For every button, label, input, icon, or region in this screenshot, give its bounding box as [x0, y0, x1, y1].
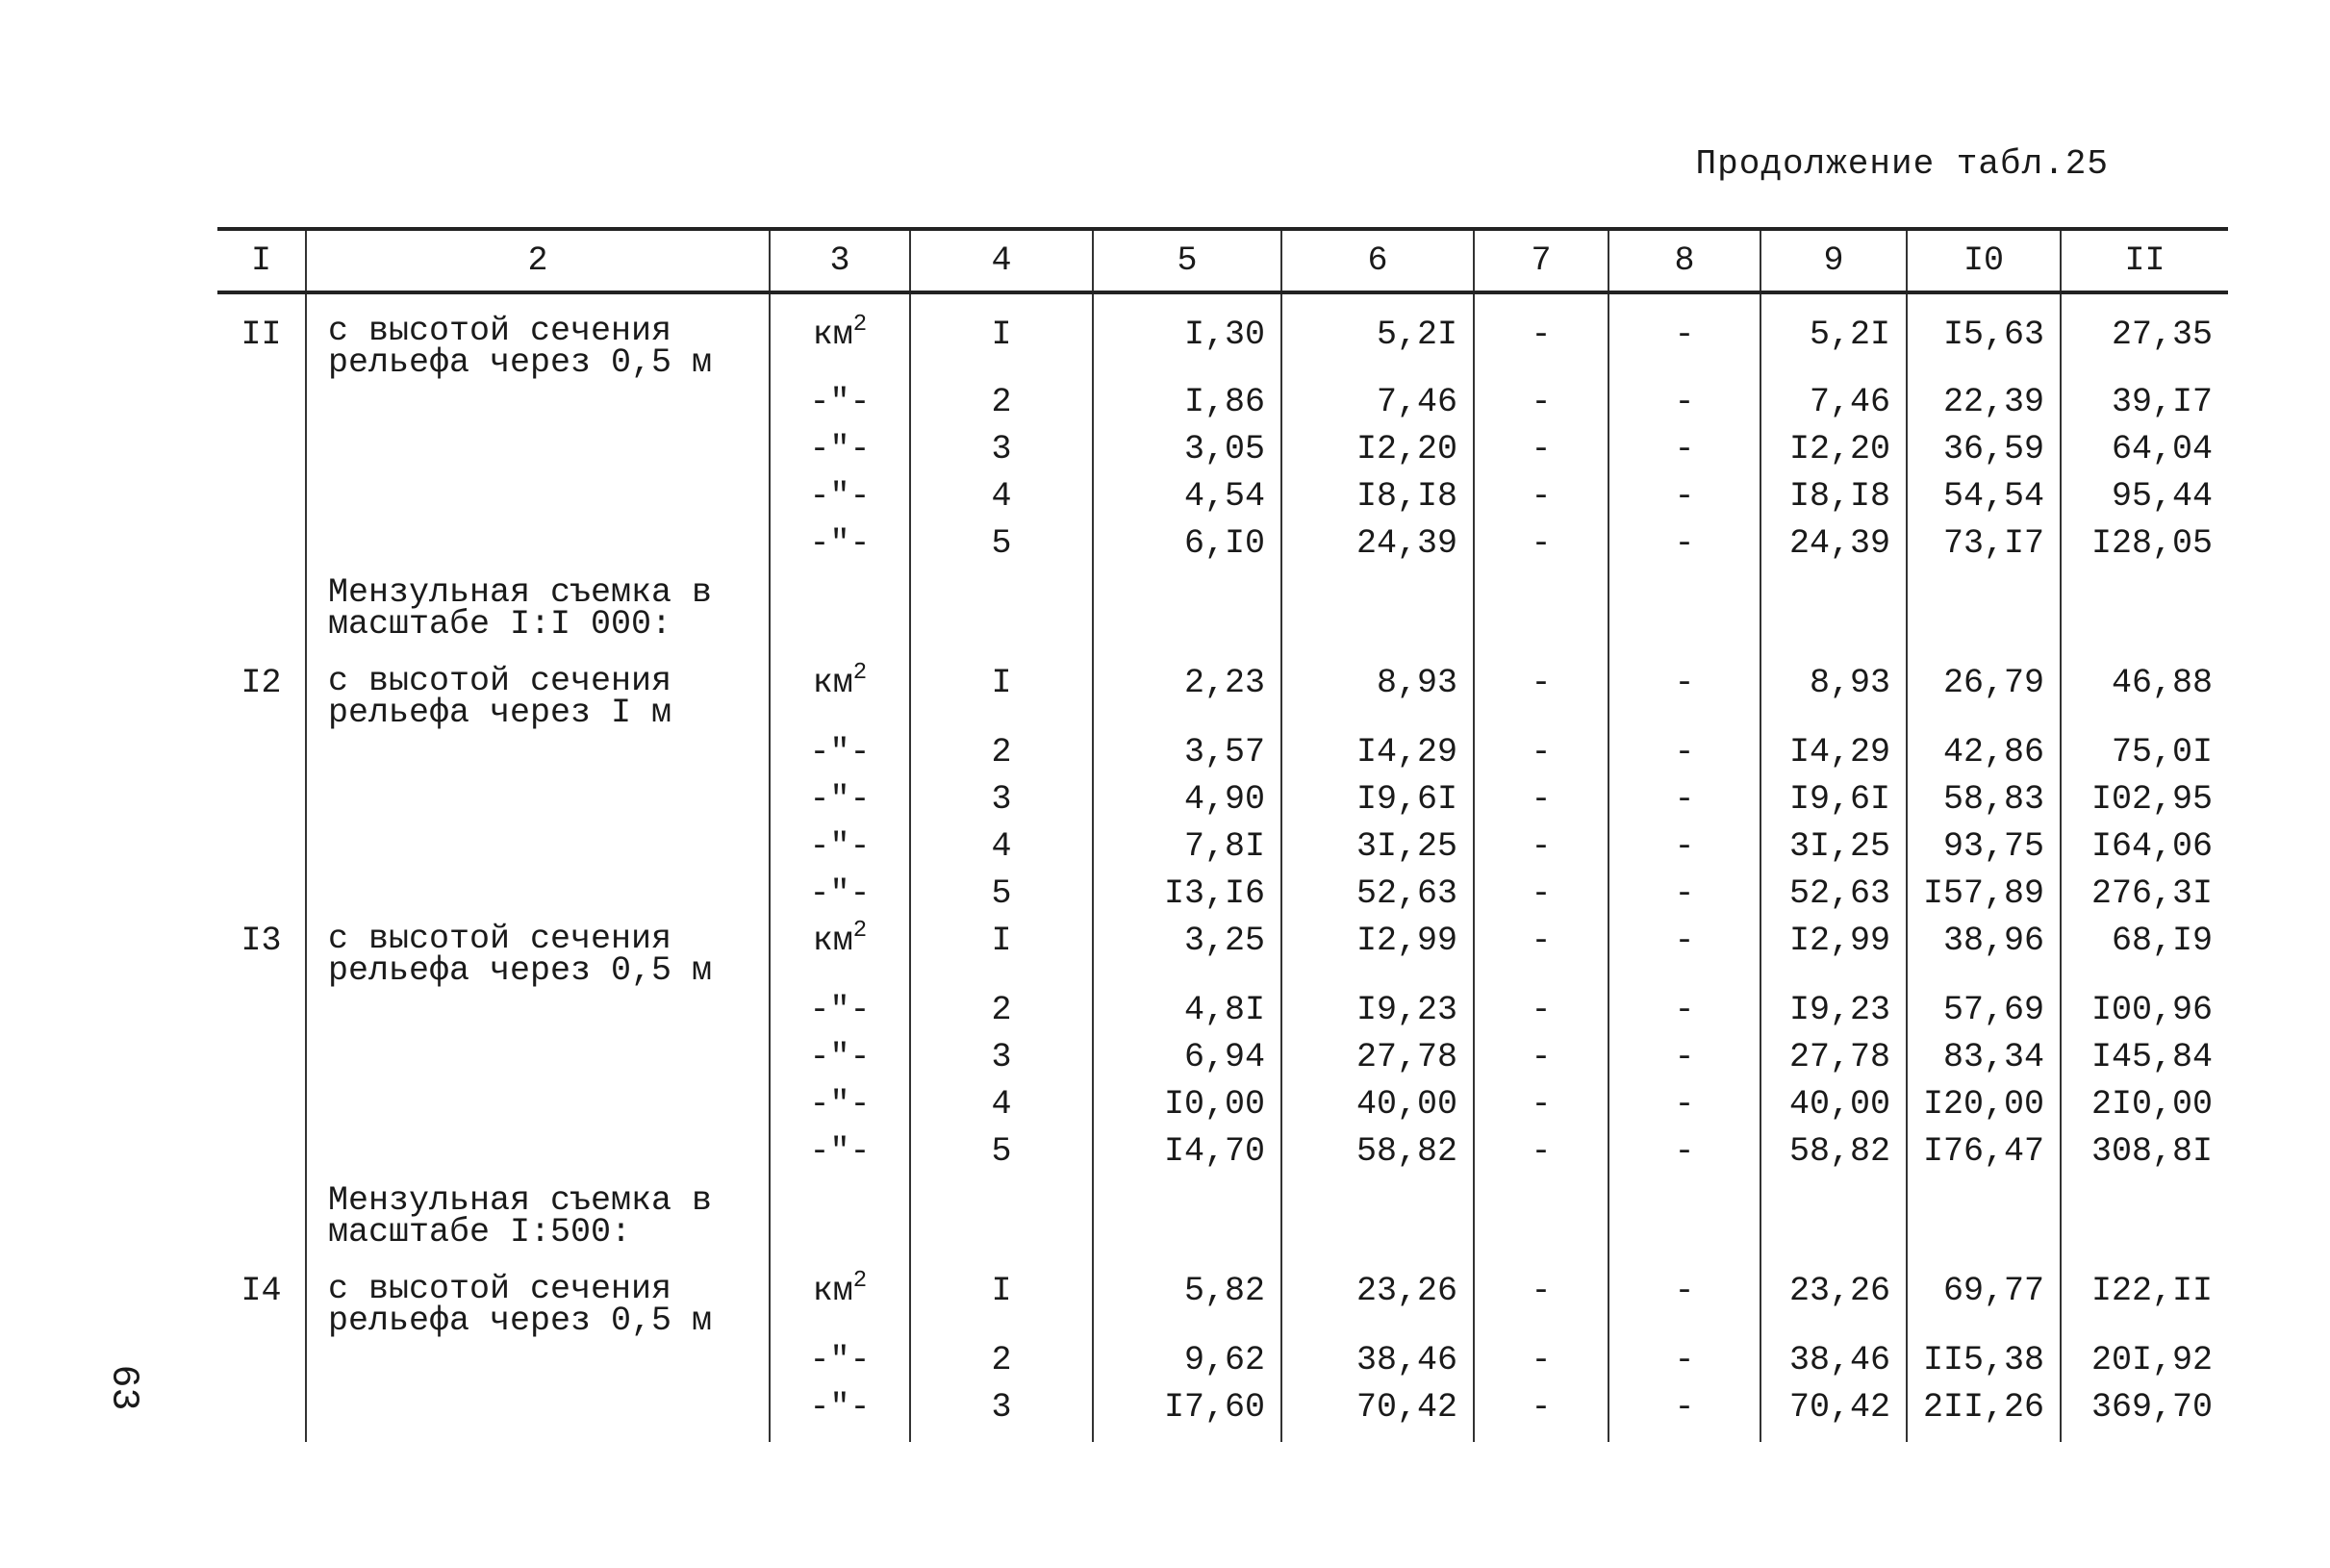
- category-cell: 4: [910, 473, 1093, 520]
- value-cell-col5: 5,82: [1093, 1268, 1281, 1337]
- value-cell-col6: 7,46: [1281, 379, 1474, 426]
- item-number-cell: [217, 520, 306, 568]
- unit-cell: [770, 1268, 910, 1337]
- dash-cell-col8: -: [1608, 660, 1760, 729]
- unit-cell: [770, 660, 910, 729]
- value-cell-col9: 40,00: [1760, 1081, 1907, 1128]
- work-description: с высотой сечения рельефа через I м: [328, 662, 672, 729]
- unit-cell: [770, 1337, 910, 1384]
- table-row: [217, 729, 2228, 776]
- unit-text: км: [812, 1272, 853, 1310]
- value-cell-col11: 369,70: [2061, 1384, 2228, 1442]
- empty-cell: [1474, 1176, 1608, 1268]
- value-cell-col9: I8,I8: [1760, 473, 1907, 520]
- value-cell-col10: I76,47: [1907, 1128, 2061, 1176]
- value-cell-col11: 64,04: [2061, 426, 2228, 473]
- value-cell-col6: 3I,25: [1281, 823, 1474, 871]
- ditto-mark: -"-: [809, 430, 871, 468]
- empty-cell: [1093, 1176, 1281, 1268]
- dash-cell-col7: -: [1474, 1337, 1608, 1384]
- unit-cell: [770, 520, 910, 568]
- item-number-cell: [217, 1384, 306, 1442]
- item-number-cell: [217, 1034, 306, 1081]
- value-cell-col11: 308,8I: [2061, 1128, 2228, 1176]
- unit-cell: [770, 823, 910, 871]
- value-cell-col9: I9,6I: [1760, 776, 1907, 823]
- description-cell: [306, 1337, 770, 1384]
- value-cell-col11: 276,3I: [2061, 871, 2228, 918]
- value-cell-col10: 22,39: [1907, 379, 2061, 426]
- ditto-mark: -"-: [809, 1085, 871, 1124]
- section-heading-row: [217, 1176, 2228, 1268]
- empty-cell: [1608, 568, 1760, 660]
- unit-cell: [770, 987, 910, 1034]
- value-cell-col9: I2,99: [1760, 918, 1907, 987]
- column-header: 9: [1760, 229, 1907, 292]
- value-cell-col10: 93,75: [1907, 823, 2061, 871]
- category-cell: 3: [910, 776, 1093, 823]
- unit-exponent: 2: [852, 1268, 868, 1294]
- value-cell-col9: 7,46: [1760, 379, 1907, 426]
- dash-cell-col8: -: [1608, 776, 1760, 823]
- column-header: I: [217, 229, 306, 292]
- value-cell-col5: I7,60: [1093, 1384, 1281, 1442]
- empty-cell: [1093, 568, 1281, 660]
- dash-cell-col7: -: [1474, 1384, 1608, 1442]
- category-cell: I: [910, 1268, 1093, 1337]
- dash-cell-col8: -: [1608, 1081, 1760, 1128]
- item-number-cell: I3: [241, 922, 282, 960]
- table-row: [217, 1081, 2228, 1128]
- value-cell-col6: 23,26: [1281, 1268, 1474, 1337]
- ditto-mark: -"-: [809, 780, 871, 819]
- value-cell-col10: 58,83: [1907, 776, 2061, 823]
- value-cell-col6: 24,39: [1281, 520, 1474, 568]
- value-cell-col9: 24,39: [1760, 520, 1907, 568]
- item-number-cell: [217, 823, 306, 871]
- section-heading: Мензульная съемка в масштабе I:I 000:: [328, 573, 713, 644]
- value-cell-col6: 70,42: [1281, 1384, 1474, 1442]
- description-cell: [306, 379, 770, 426]
- dash-cell-col7: -: [1474, 1034, 1608, 1081]
- table-body: [217, 292, 2228, 1442]
- category-cell: 5: [910, 871, 1093, 918]
- value-cell-col11: 2I0,00: [2061, 1081, 2228, 1128]
- unit-cell: [770, 426, 910, 473]
- item-number-cell: [217, 729, 306, 776]
- unit-cell: [770, 729, 910, 776]
- item-number-cell: I2: [241, 664, 282, 702]
- dash-cell-col8: -: [1608, 520, 1760, 568]
- empty-cell: [1760, 568, 1907, 660]
- dash-cell-col7: -: [1474, 1128, 1608, 1176]
- dash-cell-col8: -: [1608, 292, 1760, 379]
- description-cell: [306, 1034, 770, 1081]
- unit-cell: [770, 871, 910, 918]
- item-number-cell: [217, 1337, 306, 1384]
- category-cell: 4: [910, 823, 1093, 871]
- ditto-mark: -"-: [809, 1132, 871, 1171]
- value-cell-col10: 42,86: [1907, 729, 2061, 776]
- value-cell-col5: 4,90: [1093, 776, 1281, 823]
- value-cell-col9: 58,82: [1760, 1128, 1907, 1176]
- value-cell-col11: 46,88: [2061, 660, 2228, 729]
- dash-cell-col7: -: [1474, 776, 1608, 823]
- ditto-mark: -"-: [809, 874, 871, 913]
- empty-cell: [1474, 568, 1608, 660]
- empty-cell: [770, 568, 910, 660]
- description-cell: [306, 1268, 770, 1337]
- value-cell-col9: 27,78: [1760, 1034, 1907, 1081]
- category-cell: I: [910, 660, 1093, 729]
- value-cell-col5: I0,00: [1093, 1081, 1281, 1128]
- dash-cell-col7: -: [1474, 918, 1608, 987]
- section-heading: Мензульная съемка в масштабе I:500:: [328, 1181, 713, 1252]
- description-cell: [306, 1081, 770, 1128]
- column-header: 4: [910, 229, 1093, 292]
- value-cell-col9: I9,23: [1760, 987, 1907, 1034]
- data-table: [217, 227, 2228, 1442]
- value-cell-col11: I00,96: [2061, 987, 2228, 1034]
- value-cell-col10: I5,63: [1907, 292, 2061, 379]
- value-cell-col5: 3,57: [1093, 729, 1281, 776]
- value-cell-col11: I28,05: [2061, 520, 2228, 568]
- ditto-mark: -"-: [809, 991, 871, 1029]
- value-cell-col10: 36,59: [1907, 426, 2061, 473]
- value-cell-col5: 7,8I: [1093, 823, 1281, 871]
- value-cell-col6: I2,99: [1281, 918, 1474, 987]
- description-cell: [306, 918, 770, 987]
- value-cell-col11: 95,44: [2061, 473, 2228, 520]
- work-description: с высотой сечения рельефа через 0,5 м: [328, 312, 713, 379]
- value-cell-col5: 3,05: [1093, 426, 1281, 473]
- value-cell-col6: 5,2I: [1281, 292, 1474, 379]
- category-cell: 2: [910, 729, 1093, 776]
- category-cell: 3: [910, 1034, 1093, 1081]
- table-row: [217, 1034, 2228, 1081]
- value-cell-col5: 4,8I: [1093, 987, 1281, 1034]
- dash-cell-col7: -: [1474, 520, 1608, 568]
- item-number-cell: [217, 1081, 306, 1128]
- table-header: [217, 229, 2228, 292]
- value-cell-col5: I,30: [1093, 292, 1281, 379]
- value-cell-col6: I9,6I: [1281, 776, 1474, 823]
- table-row: [217, 823, 2228, 871]
- value-cell-col11: I02,95: [2061, 776, 2228, 823]
- ditto-mark: -"-: [809, 477, 871, 516]
- value-cell-col10: 26,79: [1907, 660, 2061, 729]
- value-cell-col10: 38,96: [1907, 918, 2061, 987]
- item-number-cell: II: [241, 316, 282, 354]
- description-cell: [306, 729, 770, 776]
- item-number-cell: [217, 426, 306, 473]
- item-number-cell: [217, 987, 306, 1034]
- empty-cell: [1907, 1176, 2061, 1268]
- dash-cell-col7: -: [1474, 426, 1608, 473]
- table-row: [217, 379, 2228, 426]
- table-container: [217, 227, 2228, 1442]
- category-cell: 2: [910, 379, 1093, 426]
- description-cell: [306, 987, 770, 1034]
- value-cell-col11: 27,35: [2061, 292, 2228, 379]
- description-cell: [306, 1384, 770, 1442]
- description-cell: [306, 1128, 770, 1176]
- item-number-cell: [217, 1128, 306, 1176]
- value-cell-col5: 2,23: [1093, 660, 1281, 729]
- dash-cell-col8: -: [1608, 729, 1760, 776]
- value-cell-col10: I20,00: [1907, 1081, 2061, 1128]
- value-cell-col6: I4,29: [1281, 729, 1474, 776]
- value-cell-col6: 58,82: [1281, 1128, 1474, 1176]
- header-row: [217, 229, 2228, 292]
- category-cell: 2: [910, 987, 1093, 1034]
- value-cell-col5: I4,70: [1093, 1128, 1281, 1176]
- value-cell-col5: 6,94: [1093, 1034, 1281, 1081]
- value-cell-col9: I4,29: [1760, 729, 1907, 776]
- value-cell-col5: 4,54: [1093, 473, 1281, 520]
- dash-cell-col7: -: [1474, 660, 1608, 729]
- empty-cell: [910, 568, 1093, 660]
- unit-cell: [770, 1128, 910, 1176]
- unit-cell: [770, 1384, 910, 1442]
- table-row: [217, 1337, 2228, 1384]
- unit-text: км: [812, 664, 853, 702]
- unit-cell: [770, 379, 910, 426]
- column-header: 2: [306, 229, 770, 292]
- dash-cell-col8: -: [1608, 871, 1760, 918]
- unit-exponent: 2: [852, 660, 868, 686]
- description-cell: [306, 660, 770, 729]
- value-cell-col9: 3I,25: [1760, 823, 1907, 871]
- value-cell-col10: I57,89: [1907, 871, 2061, 918]
- value-cell-col9: 38,46: [1760, 1337, 1907, 1384]
- value-cell-col6: 40,00: [1281, 1081, 1474, 1128]
- value-cell-col6: 8,93: [1281, 660, 1474, 729]
- empty-cell: [1281, 1176, 1474, 1268]
- column-header: II: [2061, 229, 2228, 292]
- page-number: 63: [101, 1364, 145, 1411]
- dash-cell-col7: -: [1474, 823, 1608, 871]
- value-cell-col11: 39,I7: [2061, 379, 2228, 426]
- description-cell: [306, 473, 770, 520]
- value-cell-col6: 52,63: [1281, 871, 1474, 918]
- dash-cell-col7: -: [1474, 1081, 1608, 1128]
- value-cell-col10: 57,69: [1907, 987, 2061, 1034]
- unit-text: км: [812, 922, 853, 960]
- empty-cell: [2061, 1176, 2228, 1268]
- unit-exponent: 2: [852, 918, 868, 944]
- dash-cell-col8: -: [1608, 379, 1760, 426]
- category-cell: I: [910, 292, 1093, 379]
- dash-cell-col8: -: [1608, 1268, 1760, 1337]
- unit-cell: [770, 918, 910, 987]
- column-header: 6: [1281, 229, 1474, 292]
- empty-cell: [1907, 568, 2061, 660]
- dash-cell-col8: -: [1608, 426, 1760, 473]
- category-cell: 5: [910, 520, 1093, 568]
- category-cell: I: [910, 918, 1093, 987]
- value-cell-col6: I9,23: [1281, 987, 1474, 1034]
- dash-cell-col8: -: [1608, 473, 1760, 520]
- value-cell-col11: 75,0I: [2061, 729, 2228, 776]
- value-cell-col9: 8,93: [1760, 660, 1907, 729]
- description-cell: [306, 292, 770, 379]
- dash-cell-col7: -: [1474, 987, 1608, 1034]
- dash-cell-col8: -: [1608, 987, 1760, 1034]
- dash-cell-col8: -: [1608, 1034, 1760, 1081]
- item-number-cell: I4: [241, 1272, 282, 1310]
- dash-cell-col8: -: [1608, 1337, 1760, 1384]
- section-heading-cell: [306, 1176, 770, 1268]
- description-cell: [306, 871, 770, 918]
- section-heading-row: [217, 568, 2228, 660]
- table-row: [217, 292, 2228, 379]
- work-description: с высотой сечения рельефа через 0,5 м: [328, 920, 713, 987]
- unit-cell: [770, 473, 910, 520]
- value-cell-col11: I64,06: [2061, 823, 2228, 871]
- table-row: [217, 871, 2228, 918]
- value-cell-col10: 69,77: [1907, 1268, 2061, 1337]
- unit-cell: [770, 292, 910, 379]
- description-cell: [306, 776, 770, 823]
- value-cell-col9: I2,20: [1760, 426, 1907, 473]
- table-row: [217, 918, 2228, 987]
- ditto-mark: -"-: [809, 1341, 871, 1379]
- empty-cell: [1608, 1176, 1760, 1268]
- item-number-cell: [217, 776, 306, 823]
- unit-cell: [770, 1034, 910, 1081]
- table-row: [217, 1128, 2228, 1176]
- category-cell: 3: [910, 1384, 1093, 1442]
- ditto-mark: -"-: [809, 733, 871, 771]
- unit-exponent: 2: [852, 312, 868, 338]
- dash-cell-col7: -: [1474, 729, 1608, 776]
- value-cell-col9: 5,2I: [1760, 292, 1907, 379]
- dash-cell-col8: -: [1608, 1384, 1760, 1442]
- ditto-mark: -"-: [809, 1388, 871, 1427]
- value-cell-col6: I8,I8: [1281, 473, 1474, 520]
- empty-cell: [770, 1176, 910, 1268]
- value-cell-col6: I2,20: [1281, 426, 1474, 473]
- dash-cell-col7: -: [1474, 1268, 1608, 1337]
- table-row: [217, 1268, 2228, 1337]
- value-cell-col6: 27,78: [1281, 1034, 1474, 1081]
- table-row: [217, 776, 2228, 823]
- ditto-mark: -"-: [809, 1038, 871, 1076]
- dash-cell-col7: -: [1474, 292, 1608, 379]
- ditto-mark: -"-: [809, 383, 871, 421]
- table-caption: Продолжение табл.25: [1695, 144, 2109, 184]
- value-cell-col11: 68,I9: [2061, 918, 2228, 987]
- dash-cell-col7: -: [1474, 473, 1608, 520]
- category-cell: 3: [910, 426, 1093, 473]
- empty-cell: [910, 1176, 1093, 1268]
- dash-cell-col7: -: [1474, 871, 1608, 918]
- dash-cell-col8: -: [1608, 918, 1760, 987]
- unit-cell: [770, 1081, 910, 1128]
- table-row: [217, 660, 2228, 729]
- dash-cell-col7: -: [1474, 379, 1608, 426]
- empty-cell: [217, 568, 306, 660]
- value-cell-col11: I45,84: [2061, 1034, 2228, 1081]
- ditto-mark: -"-: [809, 827, 871, 866]
- value-cell-col5: 9,62: [1093, 1337, 1281, 1384]
- column-header: 7: [1474, 229, 1608, 292]
- value-cell-col10: II5,38: [1907, 1337, 2061, 1384]
- work-description: с высотой сечения рельефа через 0,5 м: [328, 1270, 713, 1337]
- value-cell-col10: 73,I7: [1907, 520, 2061, 568]
- value-cell-col6: 38,46: [1281, 1337, 1474, 1384]
- value-cell-col9: 23,26: [1760, 1268, 1907, 1337]
- item-number-cell: [217, 871, 306, 918]
- ditto-mark: -"-: [809, 524, 871, 563]
- value-cell-col10: 54,54: [1907, 473, 2061, 520]
- empty-cell: [1281, 568, 1474, 660]
- value-cell-col9: 52,63: [1760, 871, 1907, 918]
- item-number-cell: [217, 473, 306, 520]
- value-cell-col5: 6,I0: [1093, 520, 1281, 568]
- table-row: [217, 987, 2228, 1034]
- table-row: [217, 520, 2228, 568]
- value-cell-col11: 20I,92: [2061, 1337, 2228, 1384]
- dash-cell-col8: -: [1608, 1128, 1760, 1176]
- table-row: [217, 426, 2228, 473]
- table-row: [217, 1384, 2228, 1442]
- value-cell-col5: 3,25: [1093, 918, 1281, 987]
- value-cell-col10: 2II,26: [1907, 1384, 2061, 1442]
- unit-text: км: [812, 316, 853, 354]
- category-cell: 2: [910, 1337, 1093, 1384]
- unit-cell: [770, 776, 910, 823]
- column-header: 3: [770, 229, 910, 292]
- dash-cell-col8: -: [1608, 823, 1760, 871]
- section-heading-cell: [306, 568, 770, 660]
- category-cell: 5: [910, 1128, 1093, 1176]
- item-number-cell: [217, 379, 306, 426]
- table-row: [217, 473, 2228, 520]
- empty-cell: [1760, 1176, 1907, 1268]
- column-header: 8: [1608, 229, 1760, 292]
- value-cell-col10: 83,34: [1907, 1034, 2061, 1081]
- value-cell-col11: I22,II: [2061, 1268, 2228, 1337]
- description-cell: [306, 520, 770, 568]
- value-cell-col9: 70,42: [1760, 1384, 1907, 1442]
- column-header: I0: [1907, 229, 2061, 292]
- value-cell-col5: I3,I6: [1093, 871, 1281, 918]
- description-cell: [306, 426, 770, 473]
- value-cell-col5: I,86: [1093, 379, 1281, 426]
- empty-cell: [2061, 568, 2228, 660]
- column-header: 5: [1093, 229, 1281, 292]
- empty-cell: [217, 1176, 306, 1268]
- description-cell: [306, 823, 770, 871]
- category-cell: 4: [910, 1081, 1093, 1128]
